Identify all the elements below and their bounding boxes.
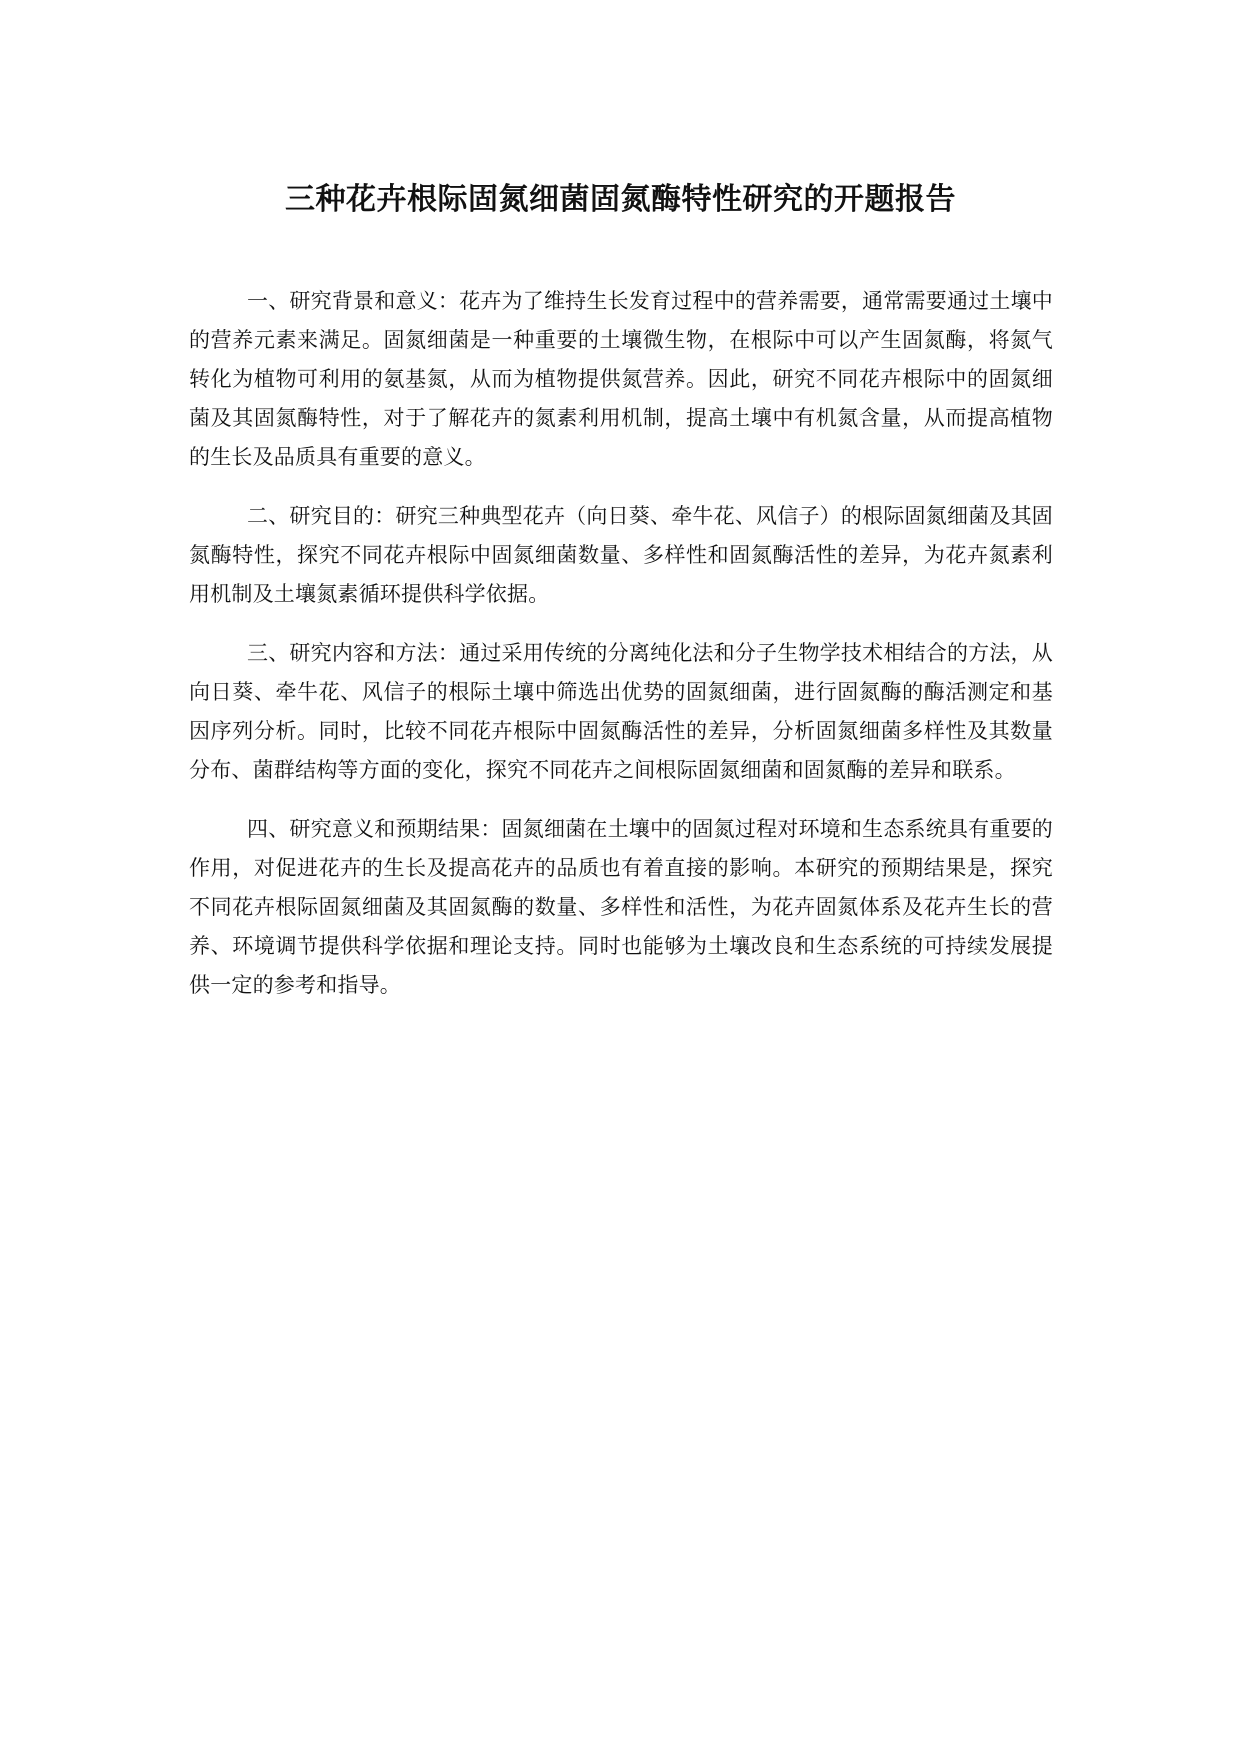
paragraph-methods: 三、研究内容和方法：通过采用传统的分离纯化法和分子生物学技术相结合的方法，从向日葵、牵牛花、风信子的根际土壤中筛选出优势的固氮细菌，进行固氮酶的酶活测定和基因序列分析。同时，比较不同花卉根际中固氮酶活性的差异，分析固氮细菌多样性及其数量分布、菌群结构等方面的变化，探究不同花卉之间根际固氮细菌和固氮酶的差异和联系。 <box>189 641 1053 782</box>
document-title: 三种花卉根际固氮细菌固氮酶特性研究的开题报告 <box>285 182 956 217</box>
paragraph-objective: 二、研究目的：研究三种典型花卉（向日葵、牵牛花、风信子）的根际固氮细菌及其固氮酶特性，探究不同花卉根际中固氮细菌数量、多样性和固氮酶活性的差异，为花卉氮素利用机制及土壤氮素循环提供科学依据。 <box>189 504 1053 606</box>
paragraph-significance: 四、研究意义和预期结果：固氮细菌在土壤中的固氮过程对环境和生态系统具有重要的作用，对促进花卉的生长及提高花卉的品质也有着直接的影响。本研究的预期结果是，探究不同花卉根际固氮细菌及其固氮酶的数量、多样性和活性，为花卉固氮体系及花卉生长的营养、环境调节提供科学依据和理论支持。同时也能够为土壤改良和生态系统的可持续发展提供一定的参考和指导。 <box>189 817 1053 997</box>
paragraph-background: 一、研究背景和意义：花卉为了维持生长发育过程中的营养需要，通常需要通过土壤中的营养元素来满足。固氮细菌是一种重要的土壤微生物，在根际中可以产生固氮酶，将氮气转化为植物可利用的氨基氮，从而为植物提供氮营养。因此，研究不同花卉根际中的固氮细菌及其固氮酶特性，对于了解花卉的氮素利用机制，提高土壤中有机氮含量，从而提高植物的生长及品质具有重要的意义。 <box>189 289 1053 469</box>
document-body <box>189 282 1053 1025</box>
